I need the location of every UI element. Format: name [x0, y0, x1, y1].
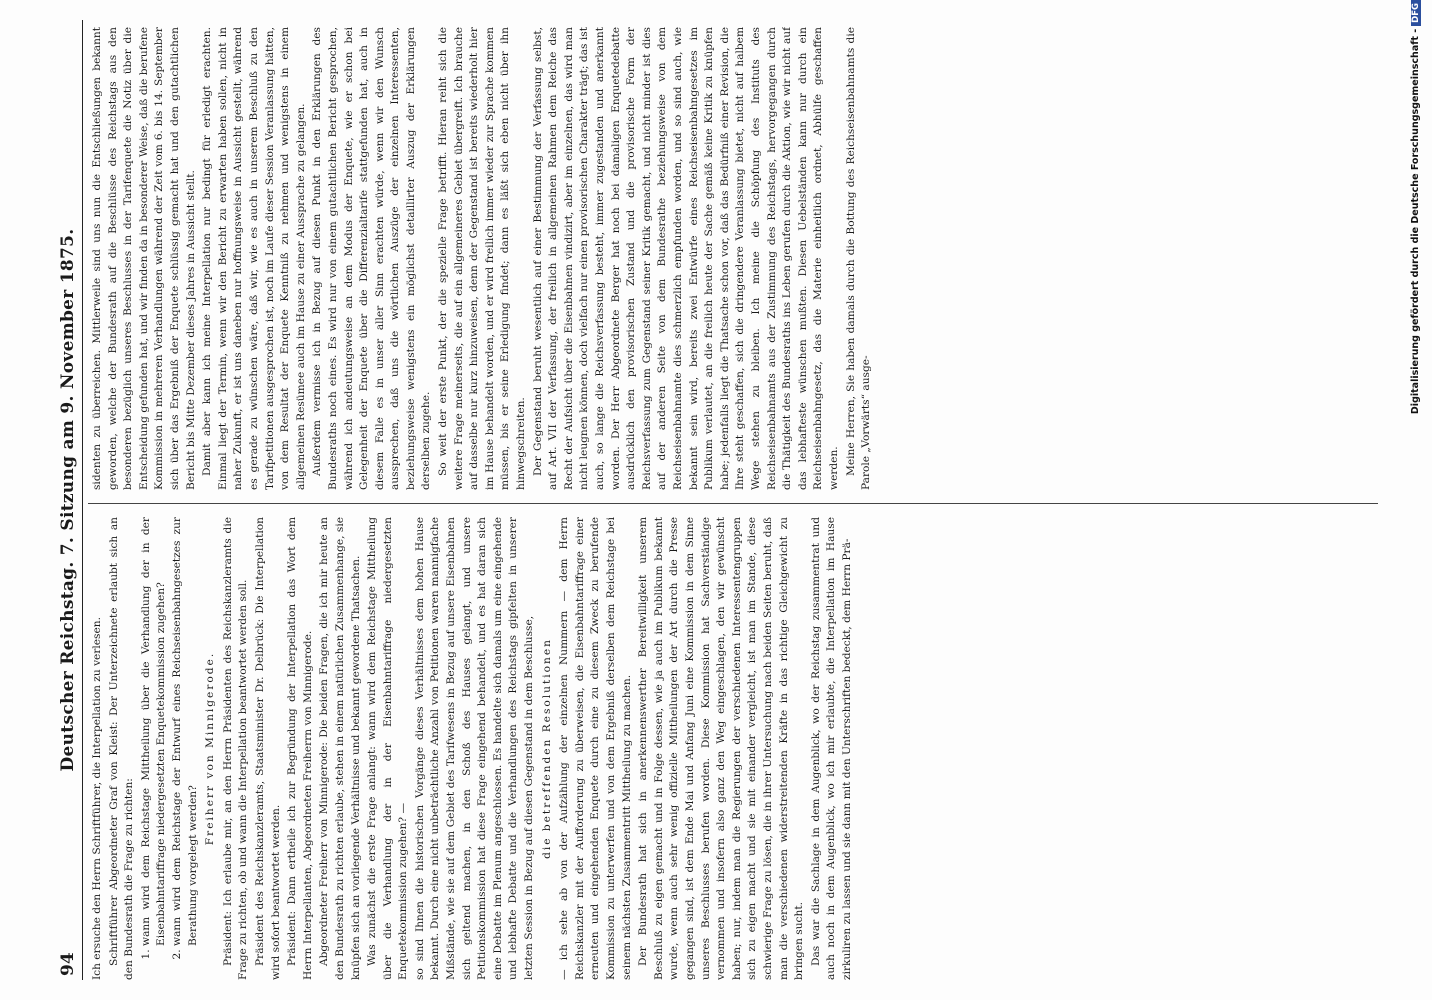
- credit-text: Digitalisierung gefördert durch die Deutsche Forschungsgemeinschaft -: [1410, 28, 1421, 415]
- digitization-credit: [1410, 0, 1421, 990]
- paragraph: sidenten zu überreichen. Mittlerweile sind uns nun die Entschließungen bekannt geworden, welche der Bundesrath auf die Beschlüsse des Reichstags aus den besonderen bezüglich unseres Beschlusses in der Tarifenquete die Notiz über die Entscheidung gefunden hat, und wir finden da in besonderer Weise, daß die berufene Kommission in mehreren Verhandlungen während der Zeit vom 6. bis 14. September sich über das Ergebniß der Enquete schlüssig gemacht hat und den gutachtlichen Bericht bis Mitte Dezember dieses Jahres in Aussicht stellt.: [91, 27, 197, 490]
- paragraph: Der Gegenstand beruht wesentlich auf einer Bestimmung der Verfassung selbst, auf Art. VII der Verfassung, der freilich in allgemeinen Rahmen dem Reiche das Recht der Aufsicht über die Eisenbahnen vindizirt, aber im einzelnen, das wird man nicht leugnen können, doch vielfach nur einen provisorischen Charakter trägt; das ist auch, so lange die Reichsverfassung besteht, immer zugestanden und anerkannt worden. Der Herr Abgeordnete Berger hat noch bei damaligen Enquetedebatte ausdrücklich den provisorischen Zustand und die provisorische Form der Reichsverfassung zum Gegenstand seiner Kritik gemacht, und nicht minder ist dies auf der anderen Seite von dem Bundesrathe beziehungsweise von dem Reichseisenbahnamte dies schmerzlich empfunden worden, und so sind auch, wie bekannt sein wird, bereits zwei Entwürfe eines Reichseisenbahngesetzes im Publikum verlautet, an die freilich heute der Sache gemäß keine Kritik zu knüpfen habe; jedenfalls liegt die Thatsache schon vor, daß das Bedürfniß einer Revision, die Ihre steht geschaffen, sich die dringendere Veranlassung bietet, nicht auf halbem Wege stehen zu bleiben. Ich meine die Schöpfung des Instituts des Reichseisenbahnamts aus der Zustimmung des Reichstags, hervorgegangen durch die Thätigkeit des Bundesraths ins Leben gerufen durch die Aktion, wie wir nicht auf das lebhafteste wünschen mußten. Diesen Uebelständen kann nur durch ein Reichseisenbahngesetz, das die Materie einheitlich ordnet, Abhülfe geschaffen werden.: [531, 27, 840, 490]
- quoted-line: die betreffenden Resolutionen: [540, 638, 553, 859]
- paragraph: Abgeordneter Freiherr von Minnigerode: Die beiden Fragen, die ich mir heute an den Bundesrath zu richten erlaube, stehen in einem natürlichen Zusammenhange, sie knüpfen sich an vorliegende Verhältnisse und bekannt gewordene Thatsachen.: [318, 517, 362, 980]
- interpellation-questions: [139, 517, 201, 980]
- paragraph: Außerdem vermisse ich in Bezug auf diesen Punkt in den Erklärungen des Bundesraths noch eines. Es wird nur von einem gutachtlichen Bericht gesprochen, während ich andeutungsweise an dem Modus der Enquete, wie er schon bei Gelegenheit der Enquete über die Differenzialtarife stattgefunden hat, auch in diesem Falle es in unser aller Sinn erachten würde, wenn wir den Wunsch aussprechen, daß uns die wörtlichen Auszüge der einzelnen Interessenten, beziehungsweise wenigstens ein möglichst detaillirter Auszug der Erklärungen derselben zugehe.: [311, 27, 433, 490]
- paragraph: Der Bundesrath hat sich in anerkennenswerther Bereitwilligkeit unserem Beschluß zu eigen gemacht und in Folge dessen, wie ja auch im Publikum bekannt wurde, wenn auch sehr wenig offizielle Mittheilungen der Art durch die Presse gegangen sind, ist dem Ende Mai und Anfang Juni eine Kommission in dem Sinne unseres Beschlusses berufen worden. Diese Kommission hat Sachverständige vernommen und insofern also ganz den Weg eingeschlagen, den wir gewünscht haben; nur, indem man die Regierungen der verschiedenen Interessentengruppen sich zu eigen macht und sie mit einander vergleicht, ist man im Stande, diese schwierige Frage zu lösen, die in ihrer Untersuchung nach beiden Seiten beruht, daß man die verschiedenen widerstreitenden Kräfte in das richtige Gleichgewicht zu bringen sucht.: [637, 517, 806, 980]
- paragraph: Schriftführer Abgeordneter Graf von Kleist: Der Unterzeichnete erlaubt sich an den Bundesrath die Frage zu richten:: [107, 517, 136, 980]
- paragraph: Was zunächst die erste Frage anlangt: wann wird dem Reichstage Mittheilung über die Verhandlung der in der Eisenbahntariffrage niedergesetzten Enquetekommission zugehen? —: [366, 517, 410, 980]
- paragraph: — ich sehe ab von der Aufzählung der einzelnen Nummern — dem Herrn Reichskanzler mit der Aufforderung zu überweisen, die Eisenbahntariffrage einer erneuten und eingehenden Enquete durch eine zu diesem Zweck zu berufende Kommission zu unterwerfen und von dem Ergebniß derselben dem Reichstage bei seinem nächsten Zusammentritt Mittheilung zu machen.: [558, 517, 633, 980]
- paragraph: Das war die Sachlage in dem Augenblick, wo der Reichstag zusammentrat und auch noch in dem Augenblick, wo ich mir erlaubte, die Interpellation im Hause zirkuliren zu lassen und sie dann mit den Unterschriften bedeckt, dem Herrn Prä-: [809, 517, 853, 980]
- paragraph: Präsident des Reichskanzleramts, Staatsminister Dr. Delbrück: Die Interpellation wird sofort beantwortet werden.: [253, 517, 282, 980]
- paragraph: Meine Herren, Sie haben damals durch die Bottung des Reichseisenbahnamts die Parole „Vorwärts“ ausge-: [844, 27, 873, 490]
- paragraph: Damit aber kann ich meine Interpellation nur bedingt für erledigt erachten. Einmal liegt der Termin, wenn wir den Bericht zu erwarten haben sollen, nicht in naher Zukunft, er ist uns daneben nur hoffnungsweise in Aussicht gestellt, während es gerade zu wünschen wäre, daß wir, wie es auch in unserem Beschluß zu den Tarifpetitionen ausgesprochen ist, noch im Laufe dieser Session Veranlassung hätten, von dem Resultat der Enquete Kenntniß zu nehmen und wenigstens in einem allgemeinen Resümee auch im Hause zu einer Aussprache zu gelangen.: [201, 27, 307, 490]
- question-item: 1. wann wird dem Reichstage Mittheilung über die Verhandlung der in der Eisenbahntariffrage niedergesetzten Enquetekommission zugehen?: [139, 517, 170, 946]
- paragraph: Ich ersuche den Herrn Schriftführer, die Interpellation zu verlesen.: [91, 617, 103, 980]
- page-header: [56, 20, 83, 980]
- right-text-column: [90, 27, 1390, 490]
- question-item: 2. wann wird dem Reichstage der Entwurf eines Reichseisenbahngesetzes zur Berathung vorgelegt werden?: [170, 517, 201, 946]
- dfg-logo: DFG: [1411, 0, 1421, 26]
- running-head: Deutscher Reichstag. 7. Sitzung am 9. November 1875.: [58, 228, 78, 772]
- left-text-column: [90, 517, 1390, 980]
- signature: Freiherr von Minnigerode.: [204, 651, 217, 846]
- paragraph: So weit der erste Punkt, der die spezielle Frage betrifft. Hieran reiht sich die weitere Frage meinerseits, die auf ein allgemeineres Gebiet übergreift. Ich brauche auf dasselbe nur kurz hinzuweisen, denn der Gegenstand ist bereits wiederholt hier im Hause behandelt worden, und er wird freilich immer wieder zur Sprache kommen müssen, bis er seine Erledigung findet; dann es läßt sich eben nicht über ihn hinwegschreiten.: [437, 27, 528, 490]
- page-number: 94: [58, 952, 78, 976]
- paragraph: Präsident: Dann ertheile ich zur Begründung der Interpellation das Wort dem Herrn Interpellanten, Abgeordneten Freiherrn von Minnigerode.: [286, 517, 314, 980]
- rotated-document-page: [56, 20, 1416, 980]
- column-divider: [88, 503, 1378, 504]
- paragraph: so sind Ihnen die historischen Vorgänge dieses Verhältnisses dem hohen Hause bekannt. Durch eine nicht unbeträchtliche Anzahl von Petitionen waren mannigfache Mißstände, wie sie auf dem Gebiet des Tarifwesens in Bezug auf unsere Eisenbahnen sich geltend machen, in den Schoß des Hauses gelangt, und unsere Petitionskommission hat diese Frage eingehend behandelt, und es hat daran sich eine Debatte im Plenum angeschlossen. Es handelte sich damals um eine eingehende und lebhafte Debatte und die Verhandlungen des Reichstags gipfelten in unserer letzten Session in Bezug auf diesen Gegenstand in dem Beschlusse,: [413, 517, 536, 980]
- paragraph: Präsident: Ich erlaube mir, an den Herrn Präsidenten des Reichskanzleramts die Frage zu richten, ob und wann die Interpellation beantwortet werden soll.: [221, 517, 250, 980]
